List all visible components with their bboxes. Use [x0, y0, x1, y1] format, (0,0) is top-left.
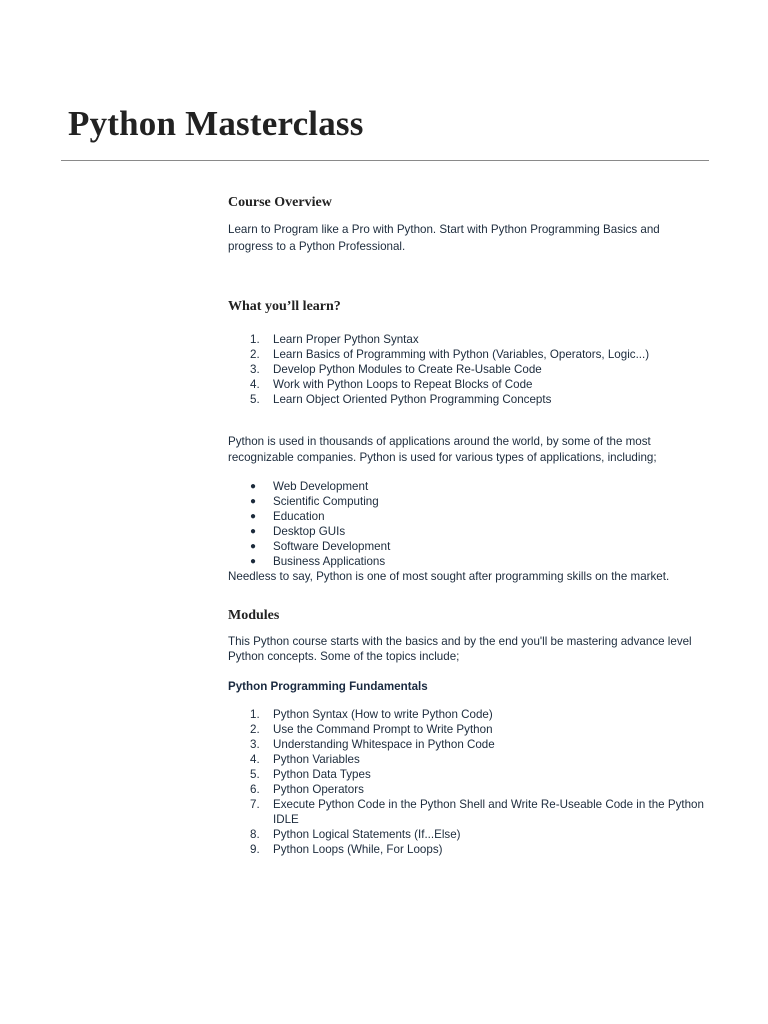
uses-list — [228, 479, 708, 569]
list-item: 3. Develop Python Modules to Create Re-Usable Code — [250, 363, 542, 376]
list-item: 9. Python Loops (While, For Loops) — [250, 843, 443, 856]
list-item: 4. Python Variables — [250, 753, 360, 766]
learn-heading: What you’ll learn? — [228, 299, 341, 314]
overview-heading: Course Overview — [228, 195, 332, 210]
modules-intro: This Python course starts with the basics and by the end you'll be mastering advance level Python concepts. Some of the topics include; — [228, 635, 692, 663]
list-item: 1. Python Syntax (How to write Python Code) — [250, 708, 493, 721]
modules-list — [228, 707, 708, 857]
list-item: ● Web Development — [250, 480, 369, 493]
list-item: 2. Learn Basics of Programming with Python (Variables, Operators, Logic...) — [250, 348, 650, 361]
list-item: 5. Learn Object Oriented Python Programming Concepts — [250, 393, 552, 406]
fundamentals-subheading: Python Programming Fundamentals — [228, 680, 428, 693]
list-item: ● Software Development — [250, 540, 391, 553]
uses-intro: Python is used in thousands of applications around the world, by some of the most recognizable companies. Python is used for various types of applications, including; — [228, 435, 657, 464]
learn-list — [228, 332, 708, 407]
title-divider — [61, 160, 709, 161]
list-item: 4. Work with Python Loops to Repeat Blocks of Code — [250, 378, 533, 391]
list-item: ● Scientific Computing — [250, 495, 379, 508]
list-item: 3. Understanding Whitespace in Python Code — [250, 738, 495, 751]
page-title: Python Masterclass — [68, 104, 364, 143]
list-item: ● Education — [250, 510, 325, 523]
uses-closing: Needless to say, Python is one of most sought after programming skills on the market. — [228, 570, 670, 583]
list-item: 6. Python Operators — [250, 783, 364, 796]
list-item: ● Desktop GUIs — [250, 525, 346, 538]
list-item: 2. Use the Command Prompt to Write Python — [250, 723, 493, 736]
modules-heading: Modules — [228, 608, 280, 623]
list-item: 7. Execute Python Code in the Python Shell and Write Re-Useable Code in the Python IDLE — [250, 798, 704, 826]
list-item: 5. Python Data Types — [250, 768, 371, 781]
document-body — [228, 193, 708, 857]
overview-text: Learn to Program like a Pro with Python. Start with Python Programming Basics and progress to a Python Professional. — [228, 223, 660, 253]
list-item: ● Business Applications — [250, 555, 386, 568]
list-item: 1. Learn Proper Python Syntax — [250, 333, 419, 346]
list-item: 8. Python Logical Statements (If...Else) — [250, 828, 461, 841]
